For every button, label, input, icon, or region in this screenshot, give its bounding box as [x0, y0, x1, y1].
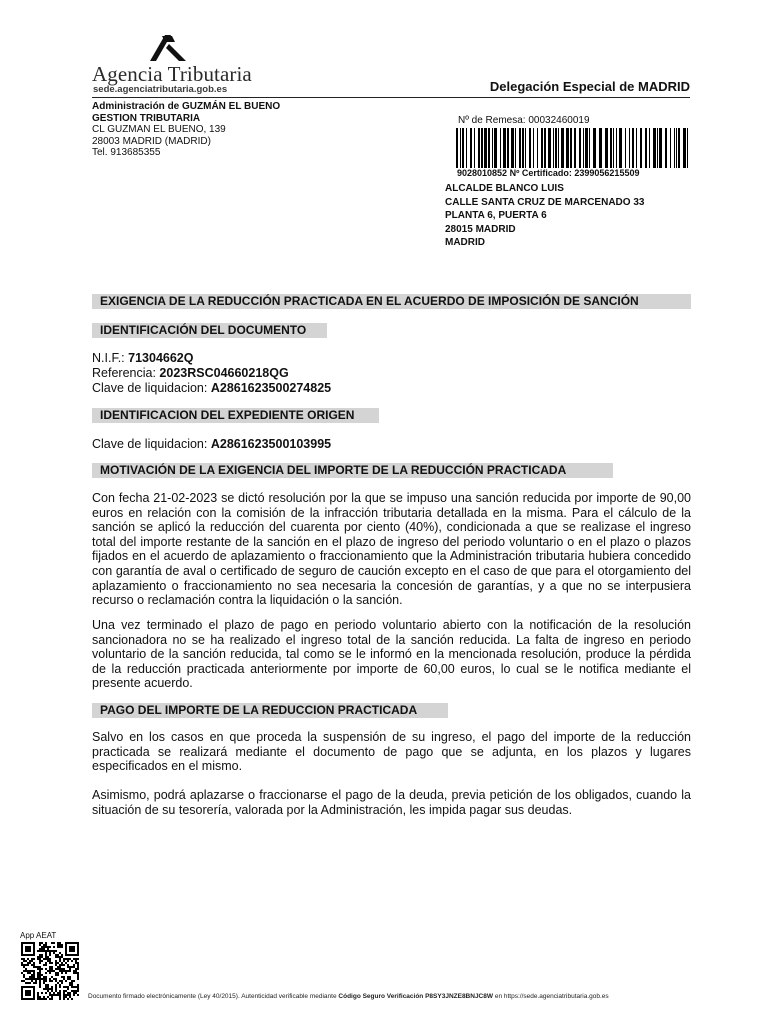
remittance-number	[458, 115, 590, 126]
admin-department: GESTION TRIBUTARIA	[92, 112, 201, 124]
origin-settlement-key-value: A2861623500103995	[210, 437, 332, 451]
motivation-paragraph-1: Con fecha 21-02-2023 se dictó resolución por la que se impuso una sanción reducida por importe de 90,00 euros en relación con la comisión de la infracción tributaria detallada en la misma. Para el cálculo de la sanción se aplicó la reducción del cuarenta por ciento (40%), condicionada a que se realizase el ingreso total del importe restante de la sanción en el plazo de ingreso del periodo voluntario o en el plazo o plazos fijados en el acuerdo de aplazamiento o fraccionamiento que la Administración tributaria hubiera concedido con garantía de aval o certificado de seguro de caución excepto en el caso de que para el otorgamiento del aplazamiento o fraccionamiento no sea necesaria la concesión de garantías, y a que no se interpusiera recurso o reclamación contra la liquidación o la sanción.	[92, 491, 691, 608]
settlement-key-label: Clave de liquidacion:	[92, 381, 208, 395]
footer-csv: Código Seguro Verificación P8SY3JNZE8BNJC8W	[338, 993, 494, 1000]
footer-text-after: en https://sede.agenciatributaria.gob.es	[494, 993, 609, 1000]
settlement-key-field	[92, 381, 331, 395]
recipient-postal: 28015 MADRID	[445, 223, 516, 235]
agency-url: sede.agenciatributaria.gob.es	[93, 84, 228, 95]
reference-field	[92, 366, 289, 380]
nif-value: 71304662Q	[128, 351, 194, 365]
remittance-value: 00032460019	[528, 115, 590, 126]
admin-street: CL GUZMAN EL BUENO, 139	[92, 124, 226, 135]
remittance-label: Nº de Remesa:	[458, 115, 526, 126]
recipient-name: ALCALDE BLANCO LUIS	[445, 183, 564, 194]
reference-label: Referencia:	[92, 366, 156, 380]
administration-address	[92, 101, 280, 159]
recipient-city: MADRID	[445, 237, 485, 249]
recipient-address	[445, 182, 644, 250]
settlement-key-value: A2861623500274825	[210, 381, 332, 395]
nif-field	[92, 351, 193, 365]
motivation-paragraph-2: Una vez terminado el plazo de pago en periodo voluntario abierto con la notificación de la resolución sancionadora no se ha realizado el ingreso total de la sanción reducida. La falta de ingreso en periodo voluntario de la sanción reducida, tal como se le informó en la mencionada resolución, produce la pérdida de la reducción practicada anteriormente por importe de 60,00 euros, lo cual se le notifica mediante el presente acuerdo.	[92, 618, 691, 691]
document-title: EXIGENCIA DE LA REDUCCIÓN PRACTICADA EN EL ACUERDO DE IMPOSICIÓN DE SANCIÓN	[92, 294, 691, 309]
admin-phone: Tel. 913685355	[92, 147, 161, 158]
delegation-title: Delegación Especial de MADRID	[489, 79, 690, 94]
recipient-floor: PLANTA 6, PUERTA 6	[445, 210, 547, 222]
barcode-image	[456, 128, 688, 168]
qr-code-image	[21, 942, 79, 1000]
recipient-street: CALLE SANTA CRUZ DE MARCENADO 33	[445, 196, 645, 208]
payment-paragraph-1: Salvo en los casos en que proceda la suspensión de su ingreso, el pago del importe de la reducción practicada se realizará mediante el documento de pago que se adjunta, en los plazos y lugares especificados en el mismo.	[92, 730, 691, 774]
admin-city: 28003 MADRID (MADRID)	[92, 135, 211, 147]
admin-name: Administración de GUZMÁN EL BUENO	[92, 101, 281, 112]
section-heading-document-id: IDENTIFICACIÓN DEL DOCUMENTO	[92, 323, 327, 338]
reference-value: 2023RSC04660218QG	[159, 366, 289, 380]
section-heading-payment: PAGO DEL IMPORTE DE LA REDUCCION PRACTICADA	[92, 703, 448, 718]
payment-paragraph-2: Asimismo, podrá aplazarse o fraccionarse el pago de la deuda, previa petición de los obligados, cuando la situación de su tesorería, valorada por la Administración, les impida pagar sus deudas.	[92, 788, 691, 817]
app-label: App AEAT	[20, 931, 57, 940]
section-heading-motivation: MOTIVACIÓN DE LA EXIGENCIA DEL IMPORTE DE LA REDUCCIÓN PRACTICADA	[92, 463, 613, 478]
origin-settlement-key-label: Clave de liquidacion:	[92, 437, 208, 451]
certificate-value: 2399056215509	[574, 168, 640, 178]
certificate-line	[457, 168, 639, 178]
header-divider	[92, 97, 690, 98]
section-heading-origin-file: IDENTIFICACION DEL EXPEDIENTE ORIGEN	[92, 408, 379, 423]
agency-name: Agencia Tributaria	[92, 62, 252, 86]
agency-logo	[92, 32, 262, 98]
barcode-code: 9028010852	[457, 168, 508, 178]
signature-footer	[88, 993, 609, 1000]
footer-text-before: Documento firmado electrónicamente (Ley 40/2015). Autenticidad verificable mediante	[88, 993, 337, 1000]
origin-settlement-key-field	[92, 437, 331, 451]
agency-emblem-icon	[148, 32, 188, 62]
nif-label: N.I.F.:	[92, 351, 125, 365]
certificate-label: Nº Certificado:	[509, 168, 572, 178]
